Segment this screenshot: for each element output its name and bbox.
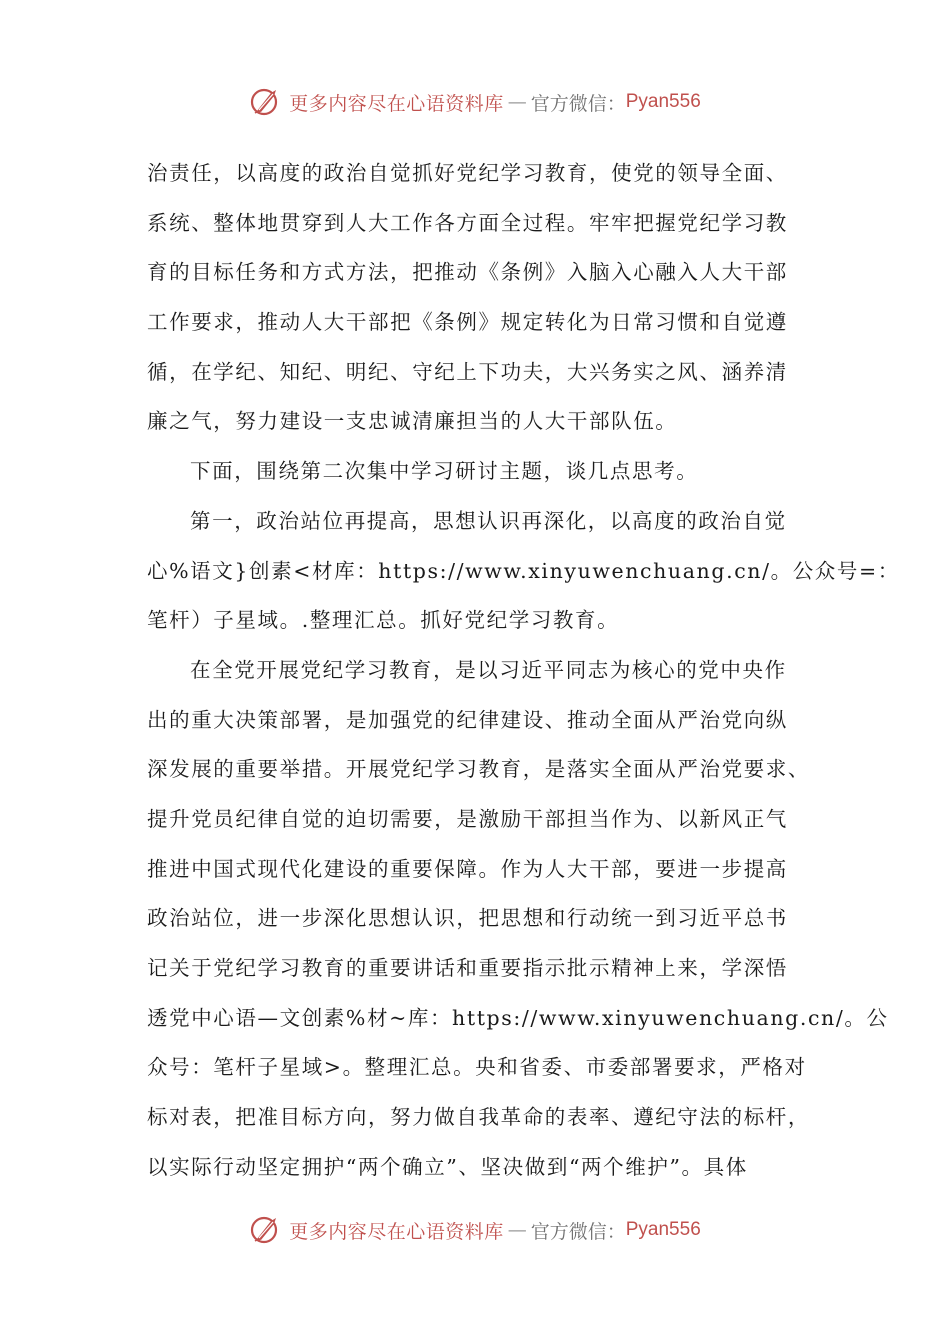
banner-site-text: 更多内容尽在心语资料库 (289, 92, 504, 115)
quill-pen-logo-icon (249, 1213, 283, 1247)
body-line: 推进中国式现代化建设的重要保障。作为人大干部，要进一步提高 (147, 856, 788, 881)
quill-pen-logo-icon (249, 85, 283, 119)
body-line: 深发展的重要举措。开展党纪学习教育，是落实全面从严治党要求、 (147, 757, 810, 782)
body-line: 提升党员纪律自觉的迫切需要，是激励干部担当作为、以新风正气 (147, 806, 788, 831)
document-body (147, 149, 900, 1192)
banner-separator: — (507, 91, 527, 113)
banner-separator: — (507, 1219, 527, 1241)
body-line: 出的重大决策部署，是加强党的纪律建设、推动全面从严治党向纵 (147, 707, 788, 732)
banner-contact-label: 官方微信： (530, 92, 626, 115)
body-line: 政治站位，进一步深化思想认识，把思想和行动统一到习近平总书 (147, 906, 788, 931)
body-line: 廉之气，努力建设一支忠诚清廉担当的人大干部队伍。 (147, 409, 678, 434)
header-banner (0, 82, 950, 122)
paragraph-start-line: 下面，围绕第二次集中学习研讨主题，谈几点思考。 (190, 459, 699, 484)
section-heading-line: 第一，政治站位再提高，思想认识再深化，以高度的政治自觉 (190, 508, 787, 533)
body-line: 透党中心语—文创素%材~库：https://www.xinyuwenchuang.cn/。公 (147, 1005, 889, 1030)
paragraph-start-line: 在全党开展党纪学习教育，是以习近平同志为核心的党中央作 (190, 657, 787, 682)
footer-banner (0, 1210, 950, 1250)
body-line: 治责任，以高度的政治自觉抓好党纪学习教育，使党的领导全面、 (147, 161, 788, 185)
banner-contact-label: 官方微信： (530, 1220, 626, 1243)
banner-contact-id: Pyan556 (625, 91, 701, 112)
banner-contact-id: Pyan556 (625, 1219, 701, 1240)
body-line: 循，在学纪、知纪、明纪、守纪上下功夫，大兴务实之风、涵养清 (147, 359, 788, 384)
body-line: 标对表，把准目标方向，努力做自我革命的表率、遵纪守法的标杆， (147, 1105, 810, 1130)
body-line: 工作要求，推动人大干部把《条例》规定转化为日常习惯和自觉遵 (147, 310, 788, 335)
body-line: 育的目标任务和方式方法，把推动《条例》入脑入心融入人大干部 (147, 260, 788, 285)
body-line: 以实际行动坚定拥护“两个确立”、坚决做到“两个维护”。具体 (147, 1154, 748, 1179)
body-line: 众号：笔杆子星域>。整理汇总。央和省委、市委部署要求，严格对 (147, 1055, 807, 1080)
body-line: 心%语文}创素<材库：https://www.xinyuwenchuang.cn/。公众号=： (147, 558, 900, 583)
body-line: 笔杆）子星域。.整理汇总。抓好党纪学习教育。 (147, 608, 620, 633)
body-line: 系统、整体地贯穿到人大工作各方面全过程。牢牢把握党纪学习教 (147, 210, 788, 235)
body-line: 记关于党纪学习教育的重要讲话和重要指示批示精神上来，学深悟 (147, 956, 788, 980)
banner-site-text: 更多内容尽在心语资料库 (289, 1220, 504, 1243)
